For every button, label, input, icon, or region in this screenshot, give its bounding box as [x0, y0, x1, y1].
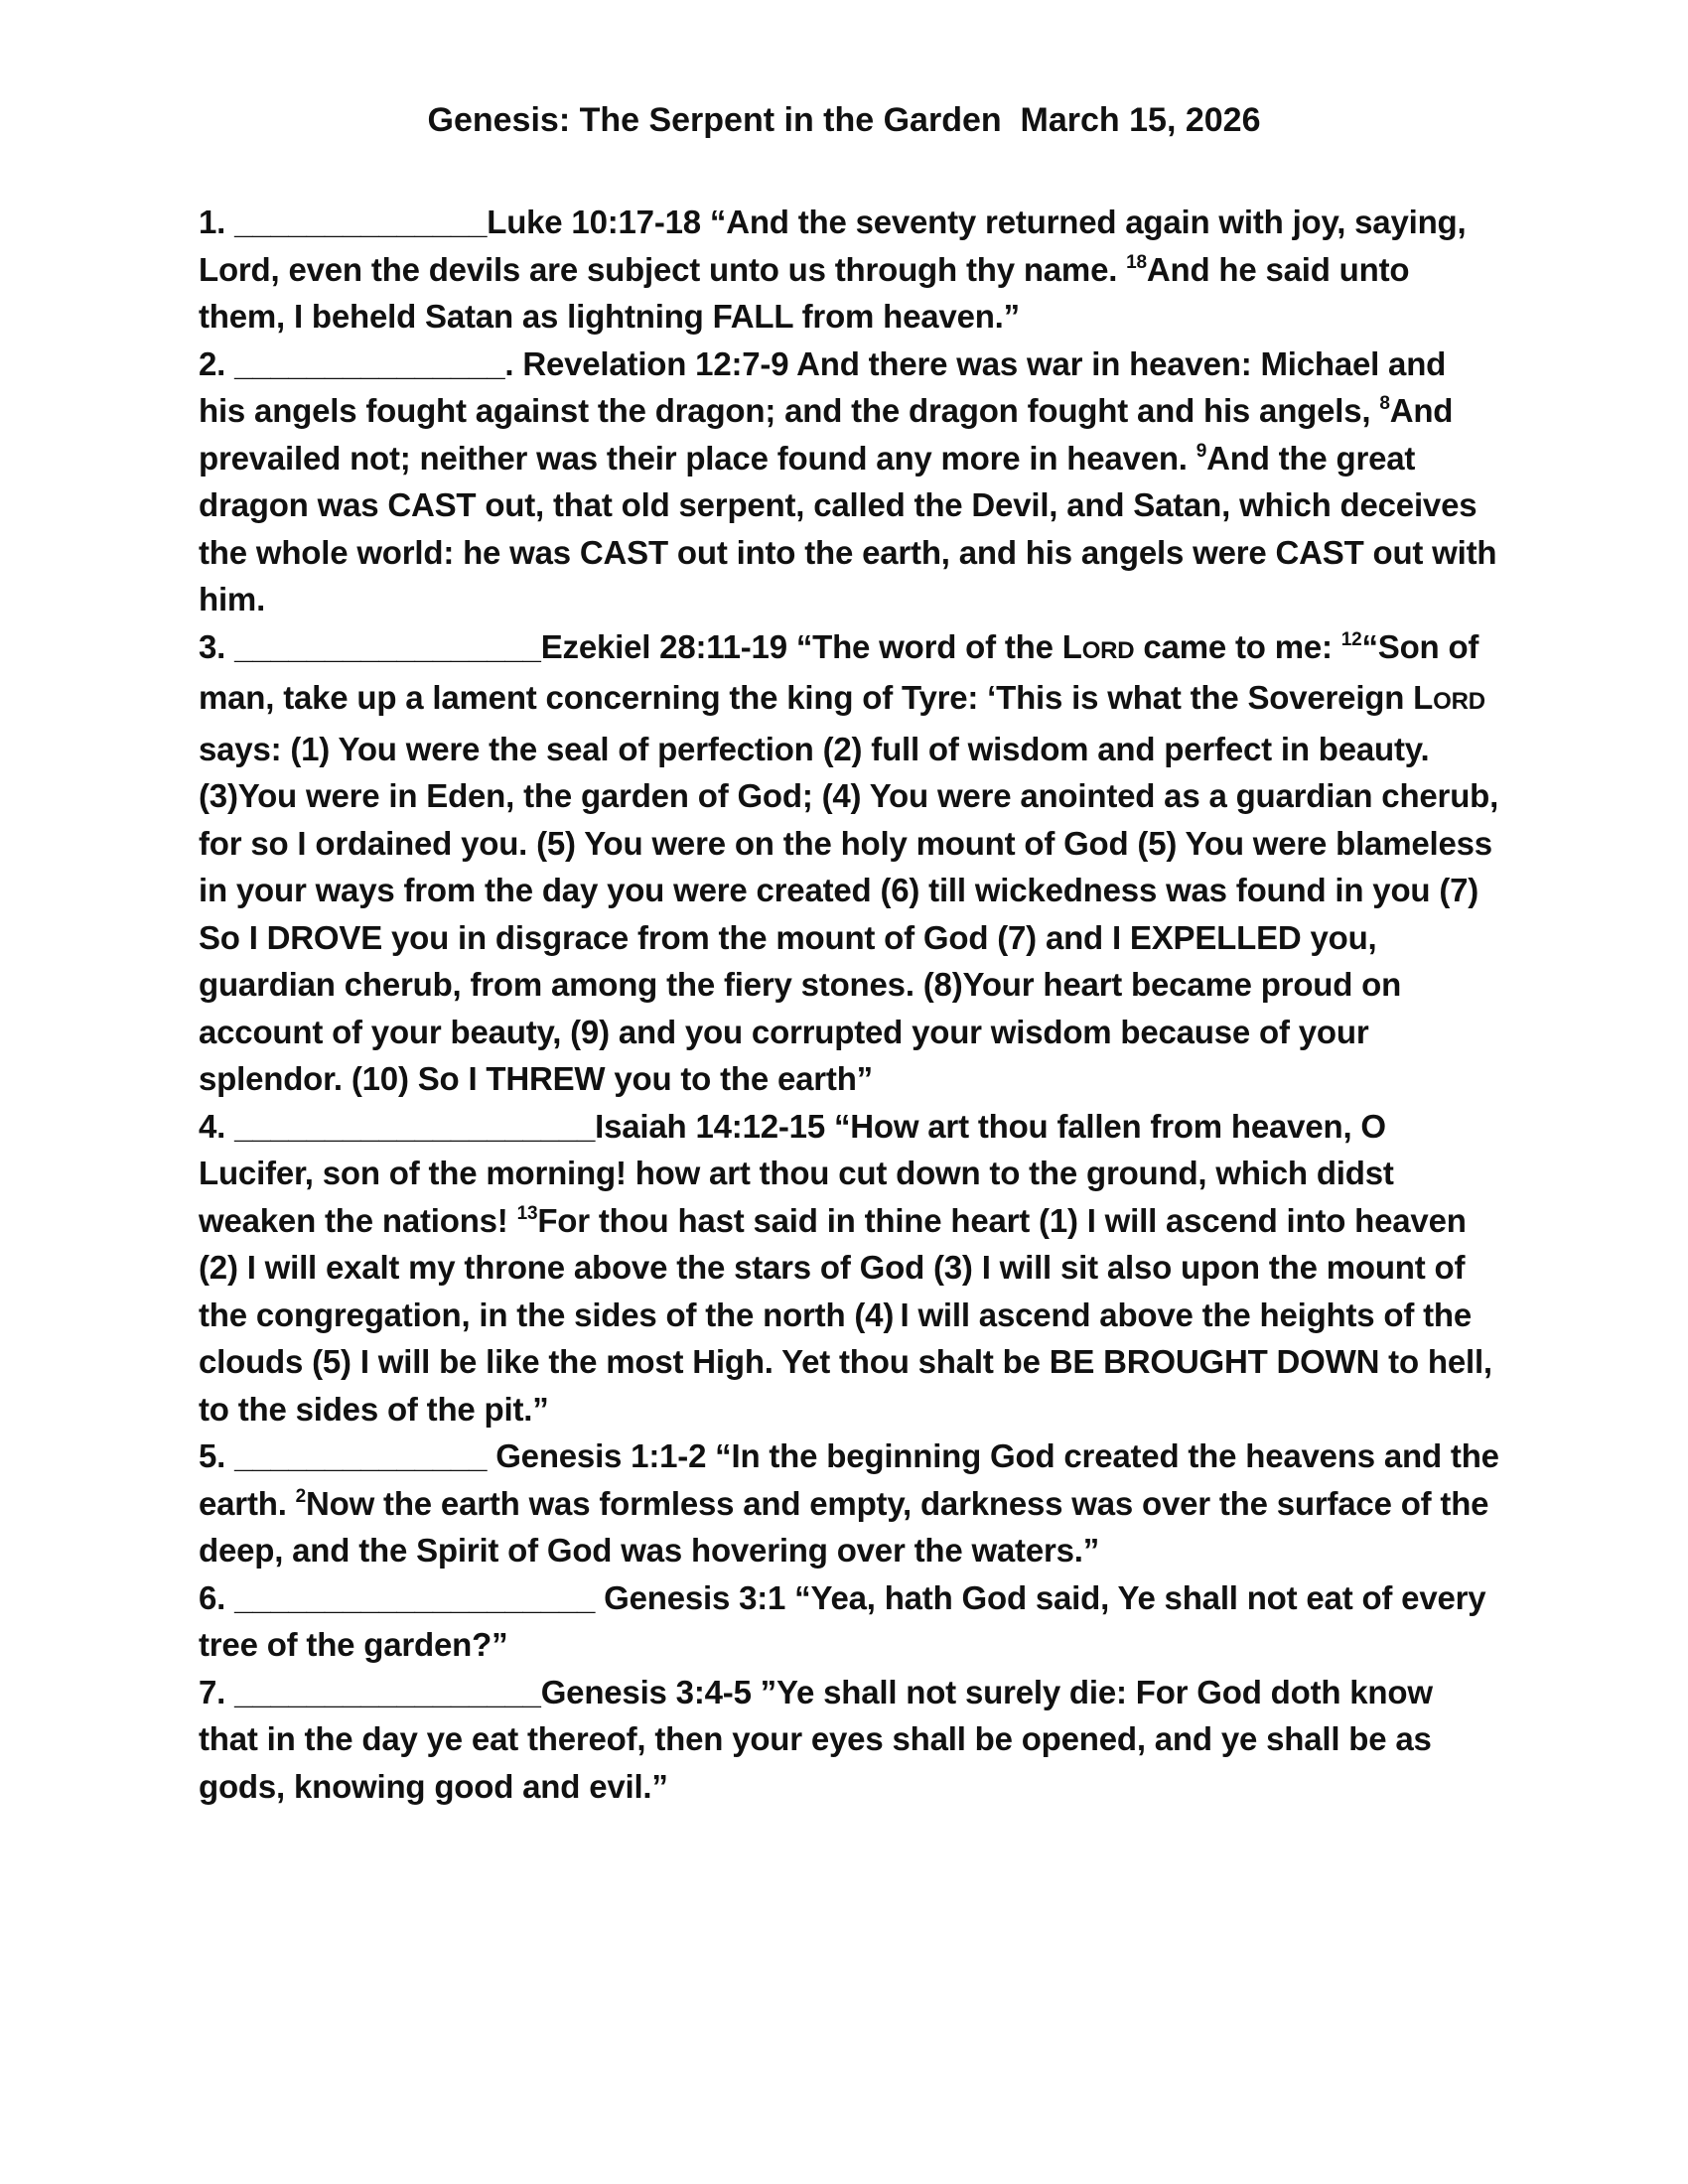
verse-text: “Son of man, take up a lament concerning the king of Tyre: ‘This is what the Sovereign L: [199, 627, 1479, 716]
verse-text: Luke 10:17-18 “And the seventy returned again with joy, saying, Lord, even the devils are subject unto us through thy name.: [199, 204, 1467, 288]
verse-text: For thou hast said in thine heart (1) I will ascend into heaven (2) I will exalt my throne above the stars of God (3) I will sit also upon the mount of the congregation, in the sides of the north (4) I will ascend above the heights of the clouds (5) I will be like the most High. Yet thou shalt be BE BROUGHT DOWN to hell, to the sides of the pit.”: [199, 1201, 1492, 1428]
question-7: [199, 1669, 1499, 1811]
small-caps-text: ORD: [1081, 636, 1135, 664]
verse-text: came to me:: [1134, 627, 1341, 665]
worksheet-body: [199, 199, 1499, 1810]
verse-text: Isaiah 14:12-15 “How art thou fallen from heaven, O Lucifer, son of the morning! how art thou cut down to the ground, which didst weaken the nations!: [199, 1107, 1394, 1239]
question-number-blank: 5. ______________: [199, 1437, 488, 1474]
question-number-blank: 2. _______________: [199, 344, 505, 382]
verse-text: And prevailed not; neither was their place found any more in heaven.: [199, 392, 1454, 477]
verse-number: 18: [1126, 251, 1147, 273]
verse-text: Ezekiel 28:11-19 “The word of the L: [540, 627, 1082, 665]
verse-number: 9: [1196, 440, 1207, 462]
question-number-blank: 3. _________________: [199, 627, 541, 665]
page-title: Genesis: The Serpent in the Garden March 15, 2026: [427, 101, 1261, 139]
question-2: [199, 341, 1499, 623]
question-5: [199, 1433, 1499, 1574]
verse-text: And the great dragon was CAST out, that old serpent, called the Devil, and Satan, which deceives the whole world: he was CAST out into the earth, and his angels were CAST out with him.: [199, 439, 1497, 617]
verse-number: 13: [516, 1202, 538, 1224]
small-caps-text: ORD: [1433, 688, 1485, 715]
verse-text: says: (1) You were the seal of perfection (2) full of wisdom and perfect in beauty. (3)You were in Eden, the garden of God; (4) You were anointed as a guardian cherub, for so I ordained you. (5) You were on the holy mount of God (5) You were blameless in your ways from the day you were created (6) till wickedness was found in you (7) So I DROVE you in disgrace from the mount of God (7) and I EXPELLED you, guardian cherub, from among the fiery stones. (8)Your heart became proud on account of your beauty, (9) and you corrupted your wisdom because of your splendor. (10) So I THREW you to the earth”: [199, 730, 1499, 1097]
verse-text: Genesis 3:1 “Yea, hath God said, Ye shall not eat of every tree of the garden?”: [199, 1578, 1486, 1663]
question-number-blank: 1. ______________: [199, 204, 488, 240]
verse-number: 8: [1379, 393, 1390, 414]
verse-text: Genesis 3:4-5 ”Ye shall not surely die: For God doth know that in the day ye eat thereof, then your eyes shall be opened, and ye shall be as gods, knowing good and evil.”: [199, 1673, 1433, 1805]
question-number-blank: 7. _________________: [199, 1673, 541, 1710]
question-number-blank: 4. ____________________: [199, 1107, 596, 1145]
question-4: [199, 1103, 1499, 1433]
verse-text: And he said unto them, I beheld Satan as lightning FALL from heaven.”: [199, 250, 1410, 335]
verse-text: . Revelation 12:7-9 And there was war in heaven: Michael and his angels fought against the dragon; and the dragon fought and his angels,: [199, 344, 1447, 429]
verse-text: Genesis 1:1-2 “In the beginning God created the heavens and the earth.: [199, 1437, 1499, 1522]
question-1: [199, 199, 1499, 341]
question-6: [199, 1574, 1499, 1669]
question-3: [199, 623, 1499, 1103]
question-number-blank: 6. ____________________: [199, 1578, 596, 1616]
verse-number: 2: [295, 1485, 307, 1507]
verse-number: 12: [1340, 628, 1362, 650]
verse-text: Now the earth was formless and empty, darkness was over the surface of the deep, and the Spirit of God was hovering over the waters.”: [199, 1484, 1489, 1569]
